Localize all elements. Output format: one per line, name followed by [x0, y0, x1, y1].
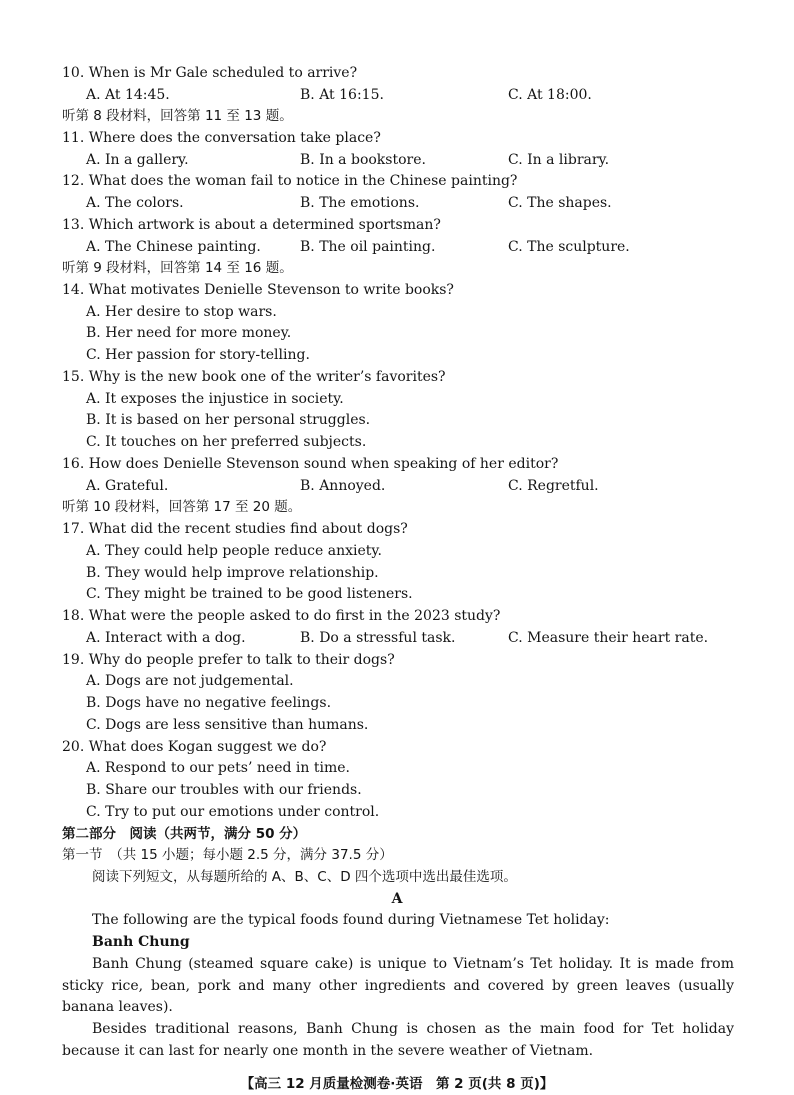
option-c: C. It touches on her preferred subjects.	[86, 434, 367, 450]
option-b: B. In a bookstore.	[300, 152, 426, 168]
option-b: B. It is based on her personal struggles.	[86, 412, 371, 428]
question-15-stem: 15. Why is the new book one of the writer’s favorites?	[62, 369, 446, 385]
option-c: C. At 18:00.	[508, 87, 592, 103]
question-18-stem: 18. What were the people asked to do first in the 2023 study?	[62, 608, 501, 624]
passage-paragraph-1: Banh Chung (steamed square cake) is unique to Vietnam’s Tet holiday. It is made from sticky rice, bean, pork and many other ingredients and covered by green leaves (usually banana leaves).	[62, 956, 734, 1016]
question-11-options	[86, 150, 736, 172]
option-a: A. They could help people reduce anxiety.	[86, 543, 382, 559]
question-14-stem: 14. What motivates Denielle Stevenson to write books?	[62, 282, 454, 298]
option-c: C. The sculpture.	[508, 239, 630, 255]
question-12-options	[86, 193, 736, 215]
option-a: A. The Chinese painting.	[86, 239, 261, 255]
option-c: C. They might be trained to be good listeners.	[86, 586, 413, 602]
option-b: B. They would help improve relationship.	[86, 565, 379, 581]
option-c: C. Measure their heart rate.	[508, 630, 709, 646]
question-16-stem: 16. How does Denielle Stevenson sound when speaking of her editor?	[62, 456, 559, 472]
question-18-options	[86, 628, 736, 650]
option-a: A. The colors.	[86, 195, 184, 211]
question-10-options	[86, 85, 736, 107]
question-13-stem: 13. Which artwork is about a determined sportsman?	[62, 217, 441, 233]
option-a: A. Interact with a dog.	[86, 630, 246, 646]
option-b: B. Share our troubles with our friends.	[86, 782, 362, 798]
option-a: A. Grateful.	[86, 478, 169, 494]
option-b: B. At 16:15.	[300, 87, 384, 103]
listening-instruction-9: 听第 9 段材料，回答第 14 至 16 题。	[62, 260, 293, 276]
listening-instruction-8: 听第 8 段材料，回答第 11 至 13 题。	[62, 108, 293, 124]
passage-intro: The following are the typical foods found during Vietnamese Tet holiday:	[92, 912, 610, 928]
passage-subheading: Banh Chung	[92, 934, 190, 950]
option-b: B. Her need for more money.	[86, 325, 292, 341]
question-12-stem: 12. What does the woman fail to notice in the Chinese painting?	[62, 173, 518, 189]
passage-label: A	[391, 891, 403, 907]
option-a: A. Her desire to stop wars.	[86, 304, 277, 320]
option-a: A. It exposes the injustice in society.	[86, 391, 344, 407]
passage-paragraph-2: Besides traditional reasons, Banh Chung is chosen as the main food for Tet holiday because it can last for nearly one month in the severe weather of Vietnam.	[62, 1021, 734, 1059]
option-b: B. Do a stressful task.	[300, 630, 456, 646]
option-c: C. The shapes.	[508, 195, 612, 211]
question-11-stem: 11. Where does the conversation take place?	[62, 130, 381, 146]
option-c: C. Dogs are less sensitive than humans.	[86, 717, 369, 733]
option-a: A. Respond to our pets’ need in time.	[86, 760, 350, 776]
section-heading: 第一节 （共 15 小题；每小题 2.5 分，满分 37.5 分）	[62, 847, 393, 863]
option-b: B. Dogs have no negative feelings.	[86, 695, 332, 711]
option-c: C. Her passion for story-telling.	[86, 347, 310, 363]
question-16-options	[86, 476, 736, 498]
option-a: A. At 14:45.	[86, 87, 170, 103]
question-20-stem: 20. What does Kogan suggest we do?	[62, 739, 327, 755]
page-footer: 【高三 12 月质量检测卷·英语 第 2 页(共 8 页)】	[240, 1076, 554, 1092]
option-b: B. Annoyed.	[300, 478, 386, 494]
option-b: B. The oil painting.	[300, 239, 436, 255]
option-a: A. Dogs are not judgemental.	[86, 673, 294, 689]
question-10-stem: 10. When is Mr Gale scheduled to arrive?	[62, 65, 358, 81]
listening-instruction-10: 听第 10 段材料，回答第 17 至 20 题。	[62, 499, 302, 515]
question-17-stem: 17. What did the recent studies find about dogs?	[62, 521, 408, 537]
question-19-stem: 19. Why do people prefer to talk to their dogs?	[62, 652, 395, 668]
option-b: B. The emotions.	[300, 195, 420, 211]
part-heading: 第二部分 阅读（共两节，满分 50 分）	[62, 826, 307, 842]
question-13-options	[86, 237, 736, 259]
option-c: C. Try to put our emotions under control.	[86, 804, 380, 820]
option-c: C. In a library.	[508, 152, 610, 168]
reading-instruction: 阅读下列短文，从每题所给的 A、B、C、D 四个选项中选出最佳选项。	[92, 869, 517, 885]
option-c: C. Regretful.	[508, 478, 599, 494]
option-a: A. In a gallery.	[86, 152, 189, 168]
